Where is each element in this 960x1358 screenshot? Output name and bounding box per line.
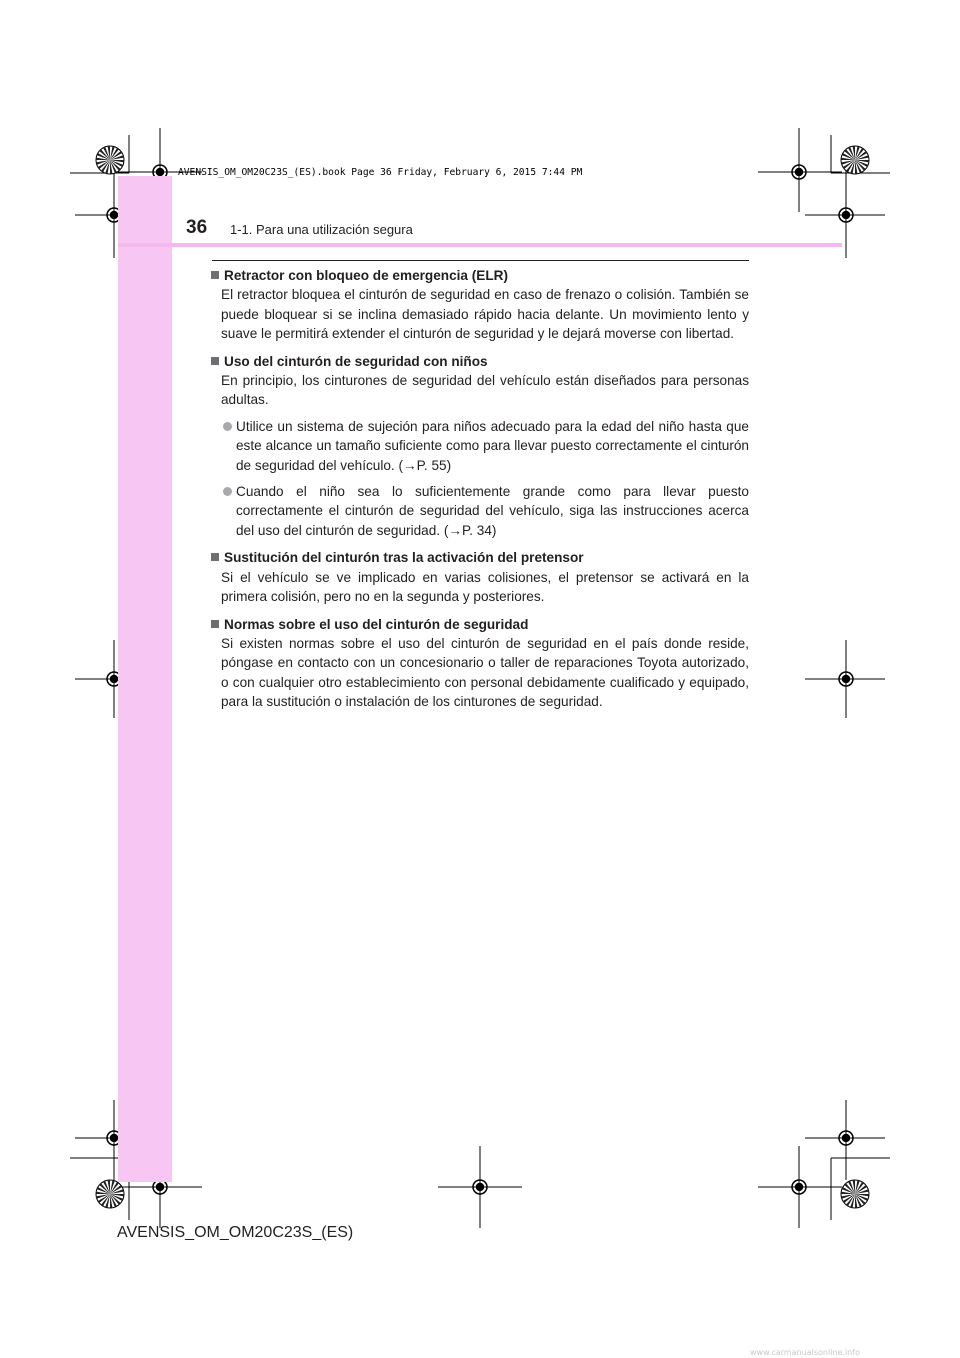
document-code: AVENSIS_OM_OM20C23S_(ES) (117, 1224, 354, 1241)
page-number: 36 (186, 217, 208, 238)
section-paragraph: Si existen normas sobre el uso del cinturón de seguridad en el país donde reside, póngase en contacto con un concesionario o taller de reparaciones Toyota autorizado, o con cualquier otro establecimiento con personal debidamente cualificado y equipado, para la sustitución o instalación de los cinturones de seguridad. (221, 635, 749, 710)
section-title: 1-1. Para una utilización segura (230, 222, 413, 237)
section-heading: Sustitución del cinturón tras la activación del pretensor (211, 548, 749, 567)
watermark: www.carmanualsonline.info (750, 1348, 860, 1357)
star-wheel-icon (841, 1180, 869, 1208)
star-wheel-icon (841, 146, 869, 174)
section-paragraph: En principio, los cinturones de seguridad del vehículo están diseñados para personas adultas. (221, 373, 749, 408)
round-bullet-icon (223, 487, 232, 496)
square-bullet-icon (211, 620, 219, 628)
header-band (118, 243, 842, 247)
round-bullet-icon (223, 422, 232, 431)
header-rule (212, 260, 749, 261)
print-info-line: AVENSIS_OM_OM20C23S_(ES).book Page 36 Friday, February 6, 2015 7:44 PM (178, 167, 583, 178)
bullet-item: Cuando el niño sea lo suficientemente grande como para llevar puesto correctamente el cinturón de seguridad del vehículo, siga las instrucciones acerca del uso del cinturón de seguridad. (→P. 34) (236, 482, 749, 540)
section-paragraph: El retractor bloquea el cinturón de seguridad en caso de frenazo o colisión. También se puede bloquear si se inclina demasiado rápido hacia delante. Un movimiento lento y suave le permitirá extender el cinturón de seguridad y le dejará moverse con libertad. (221, 287, 749, 342)
section-heading: Normas sobre el uso del cinturón de seguridad (211, 615, 749, 634)
square-bullet-icon (211, 357, 219, 365)
section-heading: Retractor con bloqueo de emergencia (ELR) (211, 266, 749, 285)
star-wheel-icon (96, 1180, 124, 1208)
square-bullet-icon (211, 271, 219, 279)
star-wheel-icon (96, 146, 124, 174)
section-heading: Uso del cinturón de seguridad con niños (211, 352, 749, 371)
section-paragraph: Si el vehículo se ve implicado en varias colisiones, el pretensor se activará en la primera colisión, pero no en la segunda y posteriores. (221, 569, 749, 605)
bullet-item: Utilice un sistema de sujeción para niños adecuado para la edad del niño hasta que este alcance un tamaño suficiente como para llevar puesto correctamente el cinturón de seguridad del vehículo. (→P. 55) (236, 417, 749, 475)
chapter-tab-strip (118, 176, 172, 1182)
page-content (211, 264, 749, 712)
square-bullet-icon (211, 553, 219, 561)
